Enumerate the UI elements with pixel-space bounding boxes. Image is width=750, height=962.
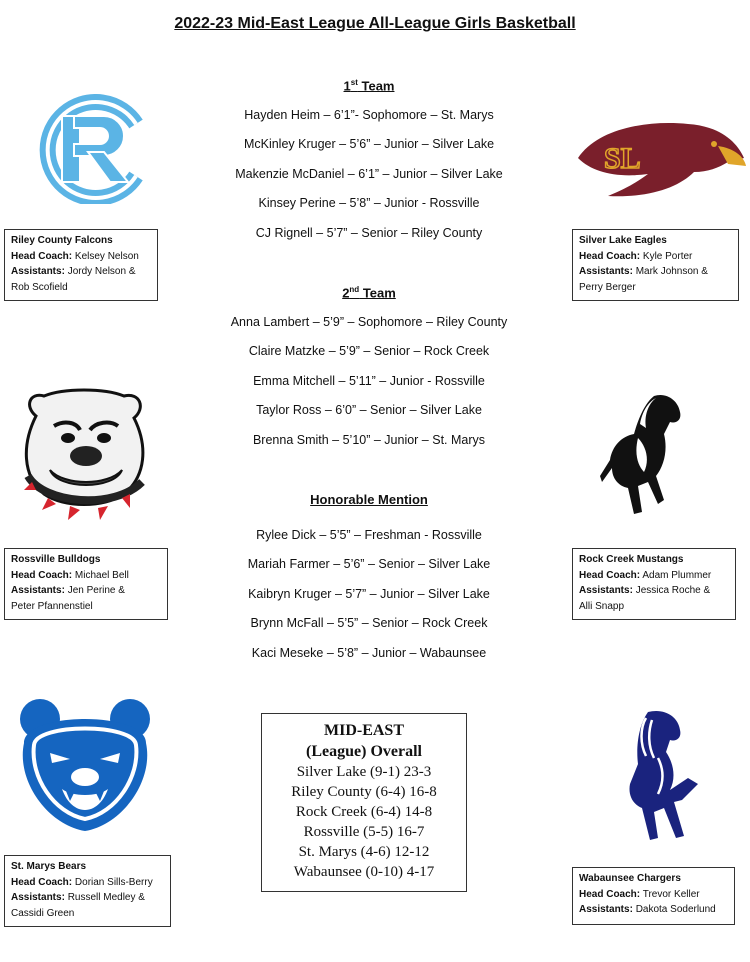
- first-team-player: Makenzie McDaniel – 6’1” – Junior – Silver Lake: [235, 167, 503, 181]
- rossville-info-box: [4, 548, 168, 620]
- assistants: Assistants: Dakota Soderlund: [579, 904, 716, 915]
- second-team-heading-sup: nd: [349, 285, 360, 294]
- silver-lake-info-box: [572, 229, 739, 301]
- standings-row: Rossville (5-5) 16-7: [303, 824, 425, 840]
- wabaunsee-info-box: [572, 867, 735, 925]
- standings-row: Riley County (6-4) 16-8: [291, 784, 437, 800]
- standings-row: St. Marys (4-6) 12-12: [298, 844, 430, 860]
- honorable-mention-player: Mariah Farmer – 5’6” – Senior – Silver Lake: [247, 557, 491, 571]
- standings-row: Wabaunsee (0-10) 4-17: [293, 864, 435, 880]
- assistants: Assistants: Russell Medley &: [11, 892, 145, 903]
- team-name: Rossville Bulldogs: [11, 554, 101, 565]
- standings-subheading: (League) Overall: [306, 743, 422, 760]
- assistants-cont: Cassidi Green: [11, 907, 75, 919]
- team-name: Silver Lake Eagles: [579, 235, 667, 246]
- assistants: Assistants: Mark Johnson &: [579, 266, 708, 277]
- standings-row: Rock Creek (6-4) 14-8: [295, 804, 433, 820]
- st-marys-info-box: [4, 855, 171, 927]
- first-team-player: Hayden Heim – 6’1”- Sophomore – St. Marys: [244, 108, 494, 122]
- page-title: 2022-23 Mid-East League All-League Girls Basketball: [174, 15, 576, 32]
- assistants-cont: Perry Berger: [579, 281, 636, 293]
- first-team-heading-label: Team: [357, 78, 395, 94]
- team-name: Wabaunsee Chargers: [579, 873, 681, 884]
- second-team-player: Emma Mitchell – 5’11” – Junior - Rossville: [253, 374, 485, 388]
- assistants-cont: Peter Pfannenstiel: [11, 600, 93, 612]
- rock-creek-mustang-logo: [598, 390, 686, 518]
- head-coach: Head Coach: Michael Bell: [11, 569, 129, 581]
- assistants-cont: Alli Snapp: [579, 600, 625, 612]
- head-coach: Head Coach: Kyle Porter: [579, 250, 693, 262]
- assistants: Assistants: Jordy Nelson &: [11, 266, 136, 277]
- rock-creek-info-box: [572, 548, 736, 620]
- second-team-player: Taylor Ross – 6’0” – Senior – Silver Lake: [256, 403, 482, 417]
- honorable-mention-player: Kaibryn Kruger – 5’7” – Junior – Silver Lake: [248, 587, 490, 601]
- honorable-mention-player: Brynn McFall – 5’5” – Senior – Rock Creek: [250, 616, 488, 630]
- assistants: Assistants: Jessica Roche &: [579, 585, 711, 596]
- head-coach: Head Coach: Trevor Keller: [579, 888, 700, 900]
- standings-box: [261, 713, 467, 892]
- standings-row: Silver Lake (9-1) 23-3: [296, 764, 432, 780]
- second-team-player: Brenna Smith – 5’10” – Junior – St. Marys: [252, 433, 486, 447]
- silver-lake-logo: [568, 118, 748, 200]
- second-team-player: Claire Matzke – 5’9” – Senior – Rock Creek: [248, 344, 490, 358]
- second-team-player: Anna Lambert – 5’9” – Sophomore – Riley County: [230, 315, 508, 329]
- head-coach: Head Coach: Adam Plummer: [579, 569, 712, 581]
- riley-county-logo: [16, 94, 154, 204]
- assistants: Assistants: Jen Perine &: [11, 585, 125, 596]
- first-team-player: CJ Rignell – 5’7” – Senior – Riley County: [255, 226, 483, 240]
- st-marys-bear-logo: [12, 693, 158, 835]
- head-coach: Head Coach: Dorian Sills-Berry: [11, 876, 153, 888]
- rossville-bulldog-logo: [14, 386, 154, 522]
- silver-lake-logo-text: SL: [604, 142, 641, 175]
- honorable-mention-player: Kaci Meseke – 5’8” – Junior – Wabaunsee: [251, 646, 487, 660]
- team-name: St. Marys Bears: [11, 861, 87, 872]
- team-name: Riley County Falcons: [11, 235, 113, 246]
- riley-county-info-box: [4, 229, 158, 301]
- first-team-heading: [0, 78, 738, 93]
- first-team-player: McKinley Kruger – 5’6” – Junior – Silver Lake: [243, 137, 495, 151]
- honorable-mention-player: Rylee Dick – 5’5” – Freshman - Rossville: [256, 528, 482, 542]
- assistants-cont: Rob Scofield: [11, 281, 68, 293]
- head-coach: Head Coach: Kelsey Nelson: [11, 250, 139, 262]
- first-team-heading-sup: st: [350, 78, 358, 87]
- team-name: Rock Creek Mustangs: [579, 554, 684, 565]
- first-team-heading-num: 1: [343, 78, 351, 94]
- second-team-heading-num: 2: [342, 285, 350, 301]
- honorable-mention-heading: Honorable Mention: [310, 492, 428, 507]
- standings-heading: MID-EAST: [323, 722, 404, 739]
- wabaunsee-charger-logo: [618, 708, 700, 844]
- second-team-heading-label: Team: [359, 285, 396, 301]
- first-team-player: Kinsey Perine – 5’8” – Junior - Rossville: [258, 196, 480, 210]
